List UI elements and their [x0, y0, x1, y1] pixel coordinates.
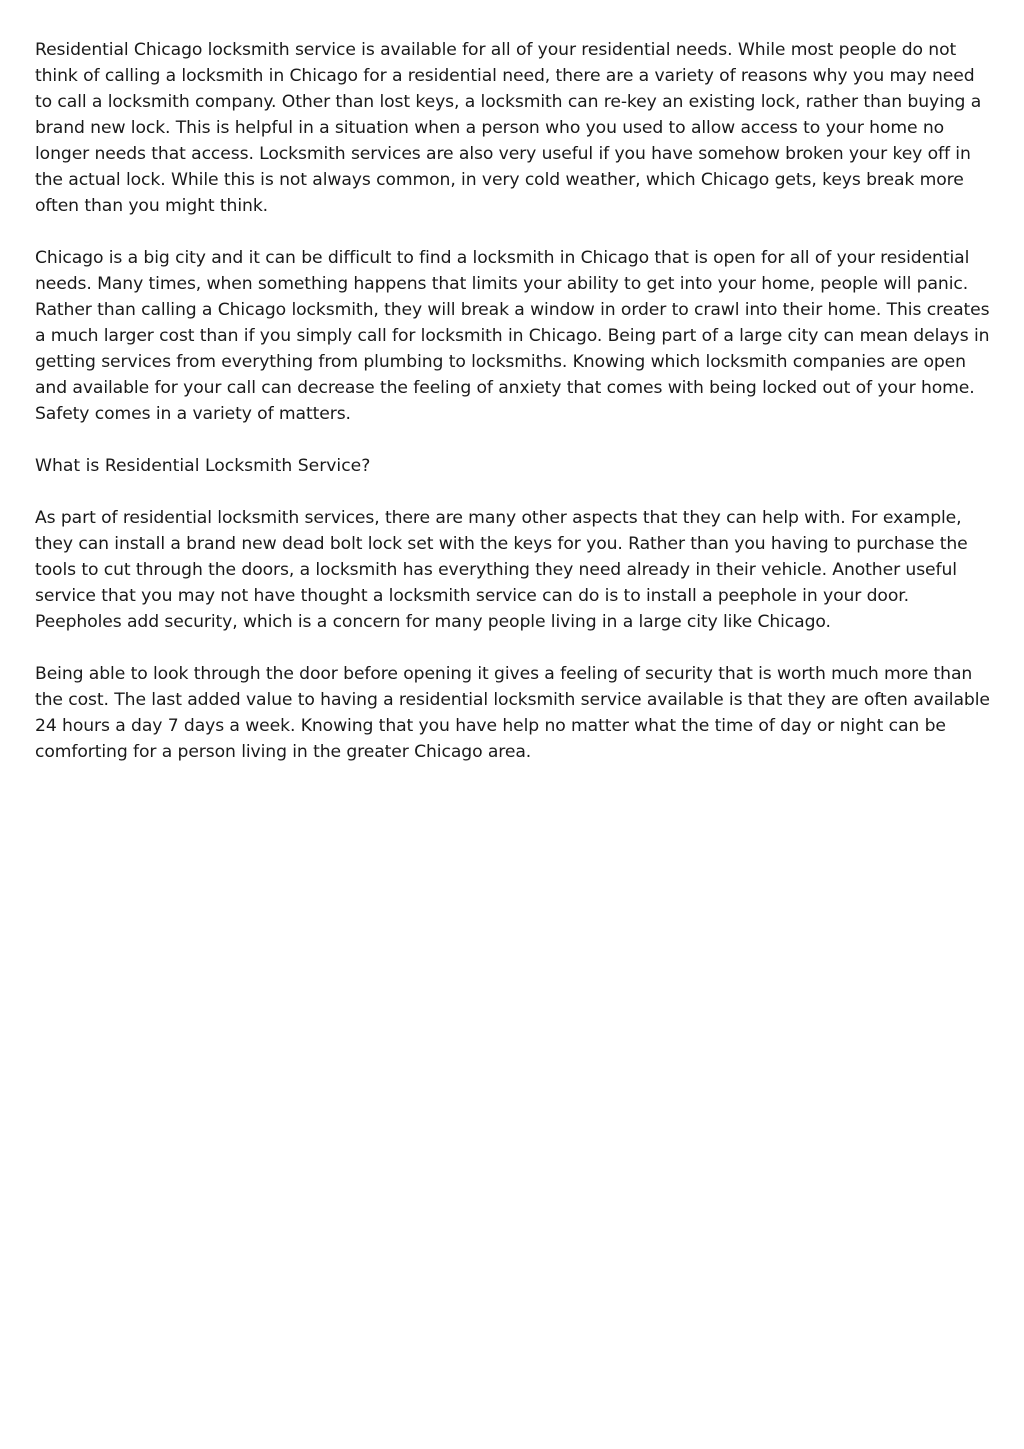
paragraph-chicago-city: Chicago is a big city and it can be difficult to find a locksmith in Chicago that is open for all of your residential needs. Many times, when something happens that limits your ability to get into your home, people will panic. Rather than calling a Chicago locksmith, they will break a window in order to crawl into their home. This creates a much larger cost than if you simply call for locksmith in Chicago. Being part of a large city can mean delays in getting services from everything from plumbing to locksmiths. Knowing which locksmith companies are open and available for your call can decrease the feeling of anxiety that comes with being locked out of your home. Safety comes in a variety of matters.	[35, 248, 990, 424]
paragraph-intro: Residential Chicago locksmith service is available for all of your residential needs. While most people do not think of calling a locksmith in Chicago for a residential need, there are a variety of reasons why you may need to call a locksmith company. Other than lost keys, a locksmith can re-key an existing lock, rather than buying a brand new lock. This is helpful in a situation when a person who you used to allow access to your home no longer needs that access. Locksmith services are also very useful if you have somehow broken your key off in the actual lock. While this is not always common, in very cold weather, which Chicago gets, keys break more often than you might think.	[35, 40, 982, 216]
section-heading: What is Residential Locksmith Service?	[35, 456, 371, 476]
paragraph-security: Being able to look through the door before opening it gives a feeling of security that is worth much more than the cost. The last added value to having a residential locksmith service available is that they are often available 24 hours a day 7 days a week. Knowing that you have help no matter what the time of day or night can be comforting for a person living in the greater Chicago area.	[35, 664, 990, 762]
document-page	[35, 37, 995, 791]
paragraph-services: As part of residential locksmith services, there are many other aspects that they can help with. For example, they can install a brand new dead bolt lock set with the keys for you. Rather than you having to purchase the tools to cut through the doors, a locksmith has everything they need already in their vehicle. Another useful service that you may not have thought a locksmith service can do is to install a peephole in your door. Peepholes add security, which is a concern for many people living in a large city like Chicago.	[35, 508, 968, 632]
